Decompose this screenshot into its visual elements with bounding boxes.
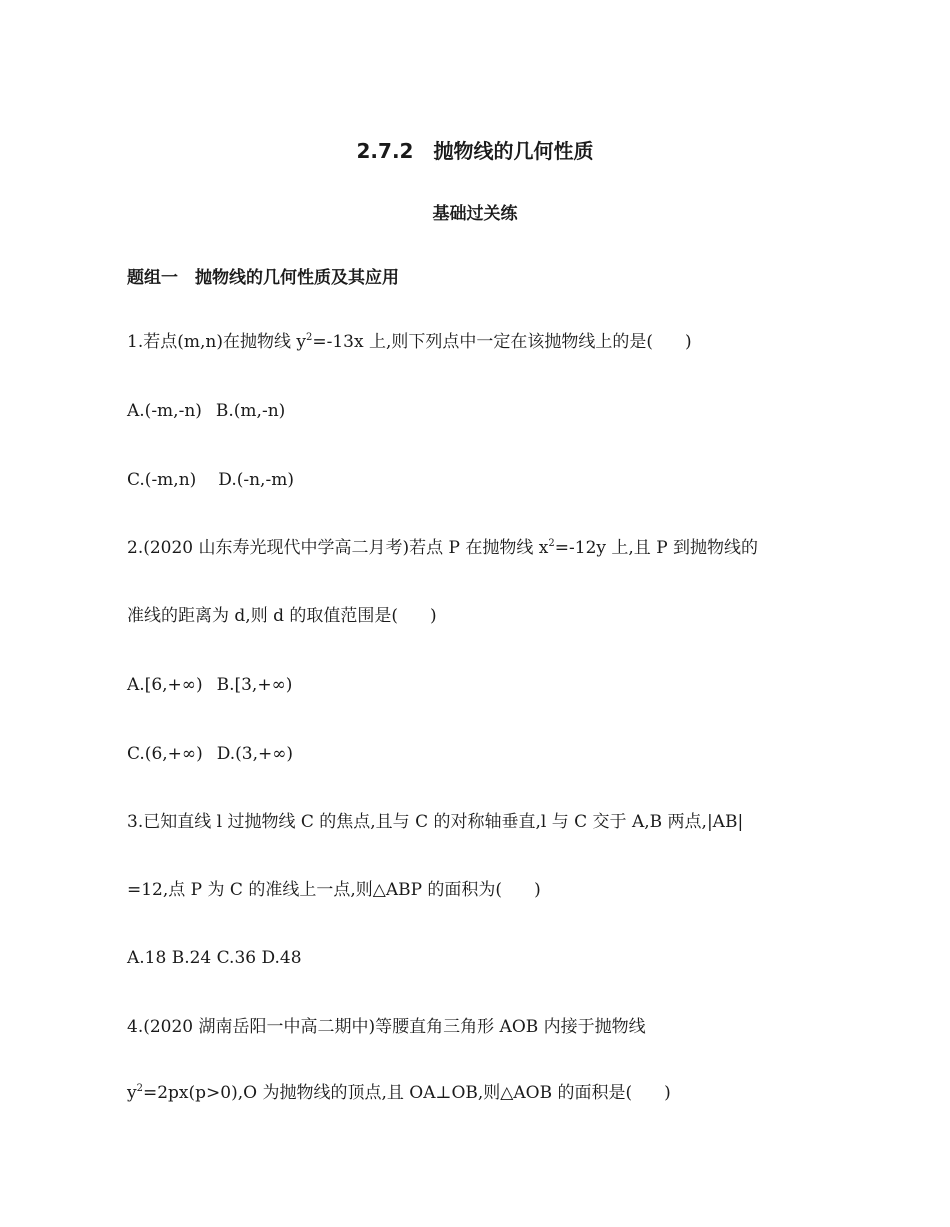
- q3-line1: 3.已知直线 l 过抛物线 C 的焦点,且与 C 的对称轴垂直,l 与 C 交于 A,B 两点,|AB|: [127, 812, 744, 832]
- q1-option-c: C.(-m,n): [127, 470, 197, 490]
- q4-line2-part-a: y: [127, 1083, 137, 1103]
- q4-close-paren: ): [664, 1083, 671, 1103]
- q4-exponent: 2: [136, 1083, 143, 1094]
- q3-options: A.18 B.24 C.36 D.48: [127, 948, 302, 968]
- q2-option-c: C.(6,+∞): [127, 744, 203, 764]
- q2-stem-part-b: =-12y 上,且 P 到抛物线的: [554, 538, 759, 558]
- q2-line2: 准线的距离为 d,则 d 的取值范围是(: [127, 606, 399, 626]
- page-title: 2.7.2 抛物线的几何性质: [356, 139, 594, 163]
- question-3-options: [127, 946, 302, 970]
- q1-option-d: D.(-n,-m): [218, 470, 294, 490]
- q2-exponent: 2: [548, 538, 555, 549]
- q2-option-d: D.(3,+∞): [216, 744, 294, 764]
- question-1-options-ab: [127, 399, 285, 423]
- q1-stem-part-a: 1.若点(m,n)在抛物线 y: [127, 332, 306, 352]
- q2-option-a: A.[6,+∞): [127, 675, 203, 695]
- q2-option-b: B.[3,+∞): [216, 675, 293, 695]
- q3-close-paren: ): [534, 880, 541, 900]
- question-4-stem-line2: [127, 1081, 671, 1105]
- q1-option-b: B.(m,-n): [215, 401, 286, 421]
- question-2-stem-line2: [127, 604, 437, 628]
- question-2-options-ab: [127, 673, 292, 697]
- q1-exponent: 2: [305, 332, 313, 343]
- q2-close-paren: ): [430, 606, 437, 626]
- q4-line1: 4.(2020 湖南岳阳一中高二期中)等腰直角三角形 AOB 内接于抛物线: [127, 1017, 646, 1037]
- q4-line2-part-b: =2px(p>0),O 为抛物线的顶点,且 OA⊥OB,则△AOB 的面积是(: [142, 1083, 633, 1103]
- question-1-stem: [127, 330, 692, 354]
- question-2-options-cd: [127, 742, 293, 766]
- q2-stem-part-a: 2.(2020 山东寿光现代中学高二月考)若点 P 在抛物线 x: [127, 538, 549, 558]
- q1-close-paren: ): [685, 332, 692, 352]
- q1-stem-part-b: =-13x 上,则下列点中一定在该抛物线上的是(: [312, 332, 653, 352]
- q3-line2: =12,点 P 为 C 的准线上一点,则△ABP 的面积为(: [127, 880, 503, 900]
- question-3-stem: [127, 810, 743, 834]
- q1-option-a: A.(-m,-n): [127, 401, 202, 421]
- question-3-stem-line2: [127, 878, 541, 902]
- section-subtitle: 基础过关练: [432, 204, 518, 224]
- question-1-options-cd: [127, 468, 294, 492]
- question-4-stem: [127, 1015, 646, 1039]
- group-heading: 题组一 抛物线的几何性质及其应用: [127, 268, 399, 288]
- question-2-stem: [127, 536, 758, 560]
